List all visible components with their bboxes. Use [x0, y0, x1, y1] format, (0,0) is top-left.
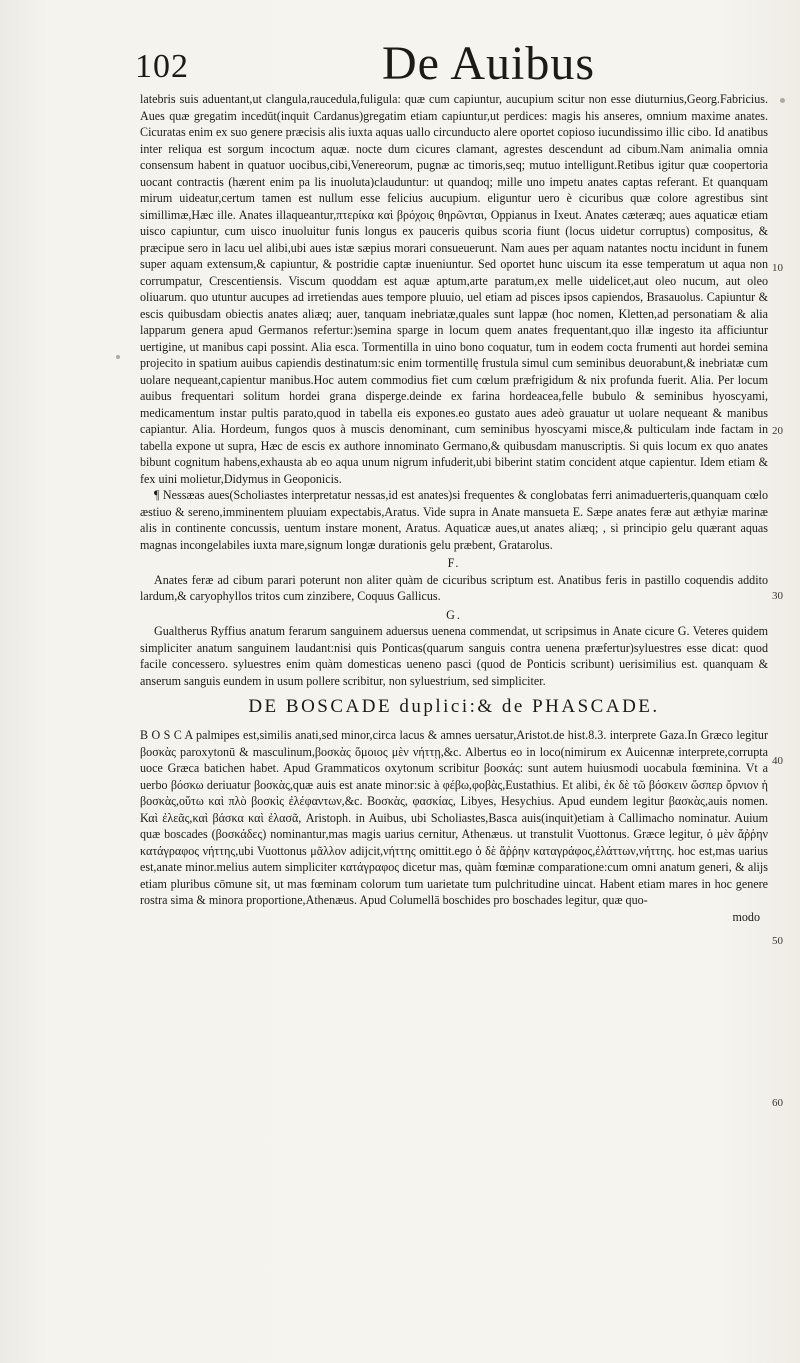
paragraph-capture: latebris suis aduentant,ut clangula,raucedula,fuligula: quæ cum capiuntur, aucupium scitur non esse diuturnius,Georg.Fabricius. Aues quæ gregatim incedūt(inquit Cardanus)gregatim etiam capiuntur,ut perdices: magis his anseres, omnium maxime anates. Cicuratas enim ex suo genere præcisis alis iuxta aquas uallo circunducto alere oportet copioso iucundissimo illic cibo. Id anatibus inter reliqua est sorgum incoctum aquæ. nocte dum cicures clamant, agrestes descendunt ad cibum.Nam animalia omnia consensum habent in quatuor uocibus,cibi,Venereorum, pugnæ ac timoris,seq; mutuo intelligunt.Retibus igitur quæ coopertoria uocant contractis (hærent enim pa lis inuoluta)clauduntur: ut quandoq; mille uno impetu anates captas referant. Et quanquam mirum uideatur,certum tamen est nullum esse felicius aucupium. eliguntur uero è cicuribus quæ colore agrestibus sint simillimæ,Hæc ille. Anates illaqueantur,πτερίκα καὶ βρόχοις θηρῶνται, Oppianus in Ixeut. Anates cæteræq; aues aquaticæ etiam uisco capiuntur, cum uisco inuoluitur funis longus ex pauceris quibus scoria fiunt (locus uidetur corruptus) compositus, & præcipue sero in lacu uel alibi,ubi aues istæ sæpius morari consueuerunt. Nam aues per aquam natantes noctu incidunt in funem super aquam extensum,& capiuntur, & postridie captæ inueniuntur. Sed oportet hunc uiscum ita esse temperatum ut aqua non corrumpatur, Crescentiensis. Viscum quoddam est aquæ aptum,arte paratum,ex melle uidelicet,aut oleo nucum, aut oleo oliuarum. quo utuntur aucupes ad irretiendas aues tempore pluuio, uel etiam ad pisces ipsos capiendos, Brasauolus. Capiuntur & escis quibusdam obiectis anates aliæq; auer, tanquam inebriatæ,quales sunt lappæ (hoc nomen, Kletten,ad personatiam & alia lapparum genera apud Germanos refertur:)semina sparge in locum quem anates frequentant,quo illæ ingesto ita afficiuntur uertigine, ut manibus capi possint. Alia esca. Tormentilla in uino bono coquatur, tum in eodem cocta frumenti aut hordei semina projecito in spatium auibus capiendis destinatum:sic enim tormentillę frustula simul cum seminibus deuorabunt,& inebriatæ cum uolare nequeant,capientur manibus.Hoc autem commodius fiet cum cœlum præfrigidum & nix profunda fuerit. Alia. Per locum auibus frequentari solitum hordei grana disperge.deinde ex farina hordeacea,felle bubulo & seminibus hyoscyami, medicamentum instar pultis parato,quod in tabella eis expones.eo gustato aues adeò grauatur ut uolare nequeant & manibus capiantur. Alia. Hordeum, fungos quos à muscis denominant, cum seminibus hyoscyami misce,& pulticulam inde factam in tabella expone ut supra, Hæc de escis ex authore innominato Germano,& quibusdam manuscriptis. Si quis locum ex quo anates bibunt cognitum habens,exhausta ab eo aqua unum nigrum infuderit,ubi biberint statim concident atque capientur. Idem etiam & fex uini molietur,Didymus in Geoponicis. [140, 92, 768, 486]
margin-line-number: 20 [772, 425, 783, 437]
paragraph-blood: Gualtherus Ryffius anatum ferarum sanguinem aduersus uenena commendat, ut scripsimus in Anate cicure G. Veteres quidem simpliciter anatum sanguinem laudant:nisi quis Ponticas(quarum sanguis contra uenena præfertur)syluestres esse dicat: quod facile concessero. syluestres enim quàm domesticas ueneno pasci (quod de Ponticis scribunt) uerisimilius est. quanquam & anserum sanguis eundem in usum pollere scribitur, non syluestrium, sed simpliciter. [140, 624, 768, 688]
paragraph-nessae: ¶ Nessæas aues(Scholiastes interpretatur nessas,id est anates)si frequentes & conglobatas ferri animaduerteris,quanquam cœlo æstiuo & sereno,imminentem pluuiam expectabis,Aratus. Vide supra in Anate mansueta E. Sæpe anates feræ aut æthyiæ marinæ alis in continente concussis, uentum instare monent, Aratus. Aquaticæ aues,ut anates aliæq; , si principio gelu quærant aquas magnas incongelabiles iuxta mare,signum longæ durationis gelu præbent, Gratarolus. [140, 488, 768, 552]
paragraph-cooking: Anates feræ ad cibum parari poterunt non aliter quàm de cicuribus scriptum est. Anatibus feris in pastillo coquendis addito lardum,& caryophyllos tritos cum zinzibere, Coquus Gallicus. [140, 572, 768, 603]
margin-line-number: 60 [772, 1097, 783, 1109]
section-title: DE BOSCADE duplici:& de PHASCADE. [248, 696, 660, 717]
ink-speck [780, 98, 785, 103]
margin-line-number: 10 [772, 262, 783, 274]
paragraph-bosca: B O S C A palmipes est,similis anati,sed minor,circa lacus & amnes uersatur,Aristot.de hist.8.3. interprete Gaza.In Græco legitur βοσκὰς paroxytonū & masculinum,βοσκὰς ὅμοιος μὲν νήττῃ,&c. Albertus eo in loco(nimirum ex Auicennæ interprete,corrupta uoce Græca batichen habet. Apud Grammaticos oxytonum scribitur βοσκάς: sunt autem huiusmodi uocabula fœminina. Vt a uerbo βόσκω deriuatur βοσκὰς,quæ auis est anate minor:sic à φέβω,φοβὰς,Eustathius. Et alibi, ἐκ δὲ τῶ βόσκειν ὥσπερ ὄρνιον ἡ βοσκὰς,οὕτω καὶ πλὸ βοσκὶς ἐλέφαντων,&c. Βοσκὰς, φασκίας, Libyes, Hesychius. Apud eundem legitur βασκὰς,auis nomen. Καὶ ἐλεᾶς,καὶ βάσκα καὶ ἐλασᾶ, Aristoph. in Auibus, ubi Scholiastes,Basca auis(inquit)etiam à Callimacho nominatur. Auium quæ boscades (βοσκάδες) nominantur,mas magis uarius cernitur, Athenæus. ut transtulit Vuottonus. Græce legitur, ὁ μὲν ἄῤῥην κατάγραφος νήττης,ubi Vuottonus μᾶλλον adijcit,νήττης omittit.ego ὁ δὲ ἄῤῥην καταγράφος,ἐλάττων,νήττης. hoc est,mas uarius est,anate minor.melius autem simpliciter κατάγραφος dicetur mas, quàm fœminæ comparatione:cum omni anatum generi, & alijs etiam pluribus cōmune sit, ut mas fœminam colorum tum uarietate tum pulchritudine uincat. Habent etiam mares in hoc genere rostra sima & minora proportione,Athenæus. Apud Columellā boschides pro boschades legitur, quæ quo- [140, 728, 768, 907]
page-body [140, 91, 768, 925]
margin-line-number: 40 [772, 755, 783, 767]
running-title: De Auibus [382, 37, 595, 90]
ink-speck [116, 355, 120, 359]
section-letter-g: G. [446, 607, 462, 622]
page-header [0, 0, 800, 100]
margin-line-number: 30 [772, 590, 783, 602]
page-number: 102 [135, 48, 189, 85]
catchword: modo [732, 909, 760, 924]
section-letter-f: F. [447, 556, 461, 570]
margin-line-number: 50 [772, 935, 783, 947]
